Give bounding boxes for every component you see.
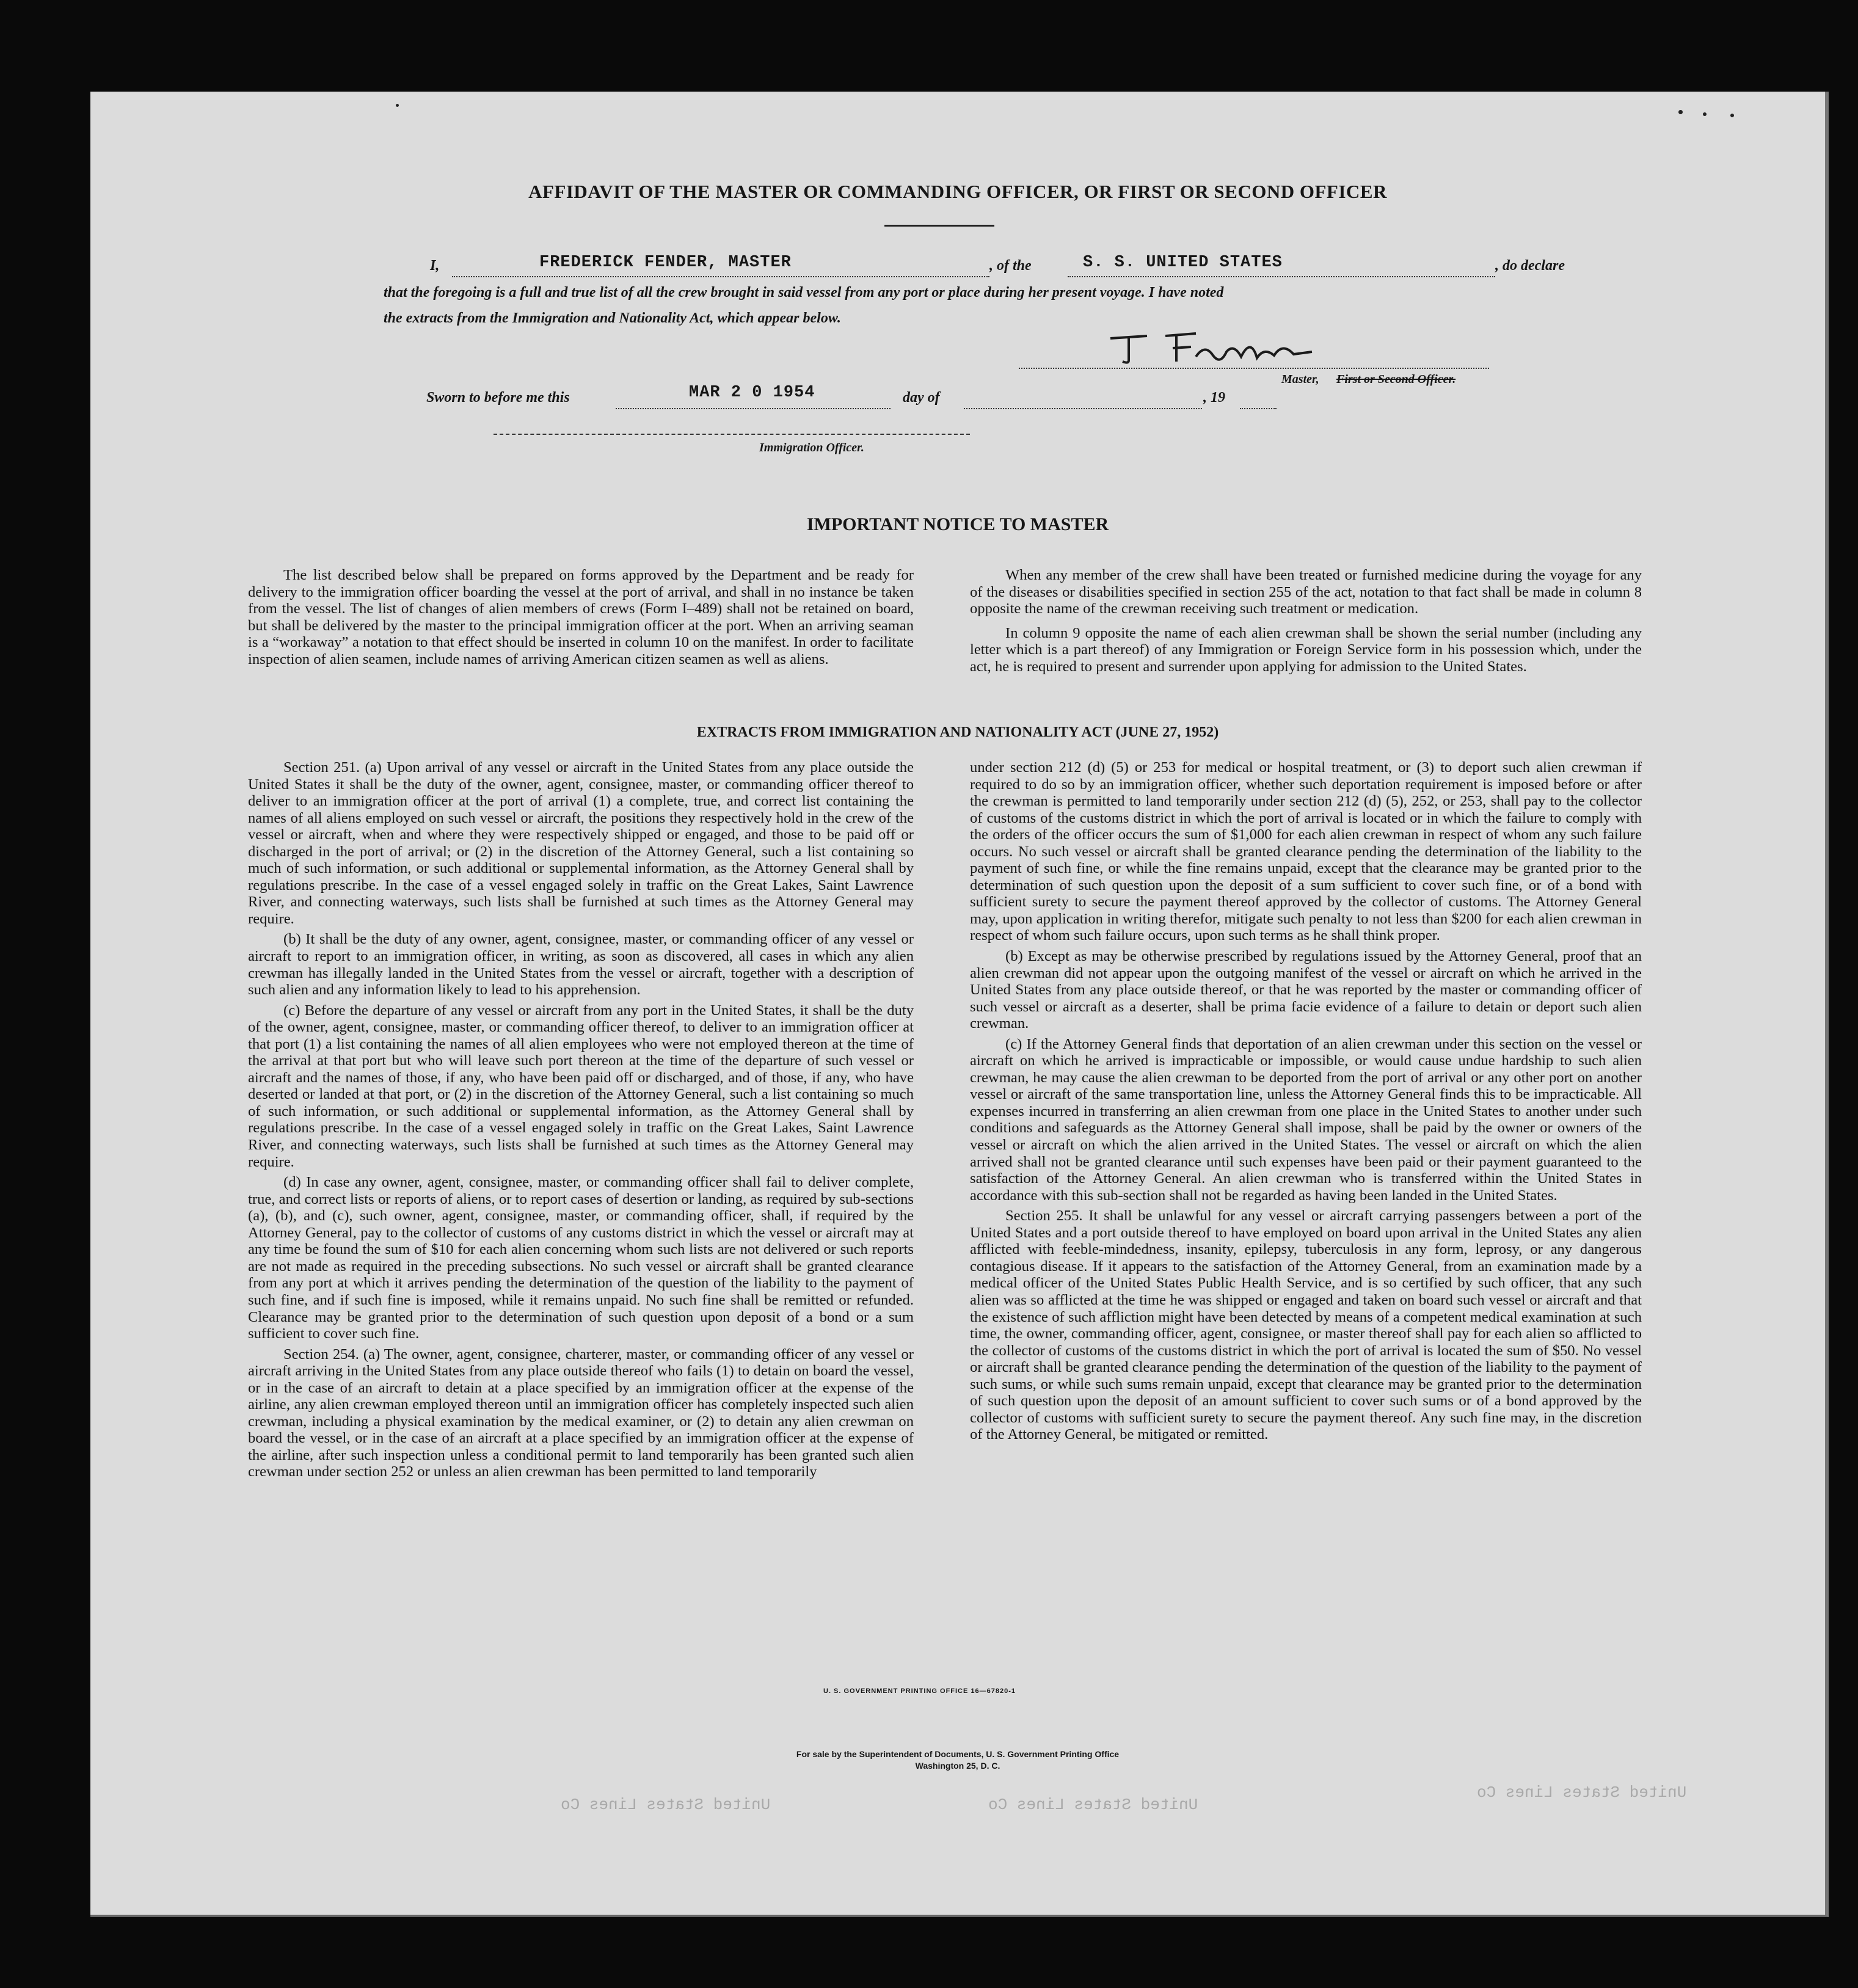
month-field <box>964 384 1202 409</box>
do-declare-label: , do declare <box>1495 258 1565 274</box>
extracts-left-column <box>248 759 914 1480</box>
sale-footer <box>90 1749 1825 1772</box>
extract-paragraph: under section 212 (d) (5) or 253 for medical or hospital treatment, or (3) to deport such alien crewman if required to do so by an immigration officer, whether such deportation requirement is imposed before or after the crewman is permitted to land temporarily under section 212 (d) (5), 252, or 253, shall pay to the collector of customs of the customs district in which the port of arrival is located or in which the failure to comply with the orders of the officer occurs the sum of $1,000 for each alien crewman in respect of whom any such failure occurs. No such vessel or aircraft shall be granted clearance pending the determination of the liability to the payment of such fine, or while the fine remains unpaid, except that the clearance may be granted prior to the determination of such question upon the deposit of a sum sufficient to cover such fine, or of a bond with sufficient surety to secure the payment thereof approved by the collector of customs. The Attorney General may, upon application in writing therefor, mitigate such penalty to not less than $200 for each alien crewman in respect of whom such failure occurs, upon such terms as he shall think proper. <box>970 759 1642 944</box>
affidavit-i: I, <box>430 258 440 274</box>
year-label: , 19 <box>1203 390 1225 406</box>
sworn-date-value: MAR 2 0 1954 <box>689 384 815 402</box>
affidavit-line-3: the extracts from the Immigration and Nationality Act, which appear below. <box>384 310 841 326</box>
document-page <box>90 92 1829 1917</box>
sale-footer-line-1: For sale by the Superintendent of Documents, U. S. Government Printing Office <box>796 1749 1120 1759</box>
ink-speck <box>1730 114 1734 117</box>
year-field <box>1240 384 1277 409</box>
extract-paragraph: Section 251. (a) Upon arrival of any vessel or aircraft in the United States from any place outside the United States it shall be the duty of the owner, agent, consignee, master, or commanding officer thereof to deliver to an immigration officer at the port of arrival (1) a complete, true, and correct list containing the names of all aliens employed on such vessel or aircraft, the positions they respectively hold in the crew of the vessel or aircraft, when and where they were respectively shipped or engaged, and those to be paid off or discharged in the port of arrival; or (2) in the discretion of the Attorney General, such a list containing so much of such information, or such additional or supplemental information, as the Attorney General shall by regulations prescribe. In the case of a vessel engaged solely in traffic on the Great Lakes, Saint Lawrence River, and connecting waterways, such lists shall be furnished at such times as the Attorney General may require. <box>248 759 914 927</box>
printer-imprint: U. S. GOVERNMENT PRINTING OFFICE 16—67820-1 <box>823 1688 1016 1695</box>
day-of-label: day of <box>903 390 940 406</box>
master-label: Master, <box>1281 373 1319 386</box>
notice-title: IMPORTANT NOTICE TO MASTER <box>806 514 1109 534</box>
ink-speck <box>396 104 399 107</box>
vessel-value: S. S. UNITED STATES <box>1083 253 1283 272</box>
bleed-through-stamp: United States Lines Co <box>561 1796 771 1814</box>
affidavit-line-2: that the foregoing is a full and true list of all the crew brought in said vessel from any port or place during her present voyage. I have noted <box>384 285 1224 300</box>
extracts-title: EXTRACTS FROM IMMIGRATION AND NATIONALITY ACT (JUNE 27, 1952) <box>696 724 1219 740</box>
bleed-through-stamp: United States Lines Co <box>1477 1783 1687 1802</box>
extract-paragraph: (d) In case any owner, agent, consignee, master, or commanding officer shall fail to deliver complete, true, and correct lists or reports of aliens, or to report cases of desertion or landing, as required by sub-sections (a), (b), and (c), such owner, agent, consignee, master, or commanding officer, shall, if required by the Attorney General, pay to the collector of customs of any customs district in which the vessel or aircraft may at any time be found the sum of $10 for each alien concerning whom such lists are not delivered or such reports are not made as required in the preceding subsections. No such vessel or aircraft shall be granted clearance from any port at which it arrives pending the determination of the question of the liability to the payment of such fine, and if such fine is imposed, while it remains unpaid. No such fine shall be remitted or refunded. Clearance may be granted prior to the determination of such question upon deposit of a bond or a sum sufficient to cover such fine. <box>248 1174 914 1342</box>
master-name-value: FREDERICK FENDER, MASTER <box>539 253 792 272</box>
extracts-right-column <box>970 759 1642 1443</box>
extract-paragraph: Section 255. It shall be unlawful for any vessel or aircraft carrying passengers between a port of the United States and a port outside thereof to have employed on board upon arrival in the United States any alien afflicted with feeble-mindedness, insanity, epilepsy, tuberculosis in any form, leprosy, or any dangerous contagious disease. If it appears to the satisfaction of the Attorney General, from an examination made by a medical officer of the United States Public Health Service, and is so certified by such officer, that any such alien was so afflicted at the time he was shipped or engaged and taken on board such vessel or aircraft and that the existence of such affliction might have been detected by means of a competent medical examination at such time, the owner, commanding officer, agent, consignee, or master thereof shall pay for each alien so afflicted to the collector of customs of the customs district in which the port of arrival is located the sum of $50. No vessel or aircraft shall be granted clearance pending the determination of the question of the liability to the payment of such sums, or while such sums remain unpaid, except that clearance may be granted prior to the determination of such question upon the deposit of an amount sufficient to cover such sums or of a bond approved by the collector of customs with sufficient surety to secure the payment thereof. Any such fine may, in the discretion of the Attorney General, be mitigated or remitted. <box>970 1207 1642 1443</box>
struck-officer-label: First or Second Officer. <box>1336 373 1456 386</box>
immigration-officer-line <box>494 409 970 435</box>
affidavit-title: AFFIDAVIT OF THE MASTER OR COMMANDING OFFICER, OR FIRST OR SECOND OFFICER <box>528 181 1387 202</box>
ink-speck <box>1703 112 1707 116</box>
bleed-through-stamp: United States Lines Co <box>988 1796 1198 1814</box>
extract-paragraph: Section 254. (a) The owner, agent, consignee, charterer, master, or commanding officer of any vessel or aircraft arriving in the United States from any place outside thereof who fails (1) to detain on board the vessel, or in the case of an aircraft to detain at a place specified by an immigration officer at the expense of the airline, any alien crewman employed thereon until an immigration officer has completely inspected such alien crewman, including a physical examination by the medical examiner, or (2) to detain any alien crewman on board the vessel, or in the case of an aircraft at a place specified by an immigration officer at the expense of the airline, after such inspection unless a conditional permit to land temporarily has been granted such alien crewman under section 252 or unless an alien crewman has been permitted to land temporarily <box>248 1345 914 1480</box>
sale-footer-line-2: Washington 25, D. C. <box>915 1761 1000 1771</box>
immigration-officer-label: Immigration Officer. <box>759 441 864 454</box>
title-rule <box>884 225 994 227</box>
signature-line <box>1019 343 1489 369</box>
extract-paragraph: (c) Before the departure of any vessel or aircraft from any port in the United States, it shall be the duty of the owner, agent, consignee, master, or commanding officer thereof, to deliver to an immigration officer at that port (1) a list containing the names of all alien employees who were not employed thereon at the time of the arrival at that port but who will leave such port thereon at the time of the departure of such vessel or aircraft and the names of those, if any, who have been paid off or discharged, and of those, if any, who have deserted or landed at that port, or (2) in the discretion of the Attorney General, such a list containing so much of such information, or such additional or supplemental information, as the Attorney General shall by regulations prescribe. In the case of a vessel engaged solely in traffic on the Great Lakes, Saint Lawrence River, and connecting waterways, such lists shall be furnished at such times as the Attorney General may require. <box>248 1002 914 1170</box>
notice-left-column <box>248 567 914 668</box>
of-the-label: , of the <box>989 258 1032 274</box>
extract-paragraph: (b) It shall be the duty of any owner, agent, consignee, master, or commanding officer of any vessel or aircraft to report to an immigration officer, in writing, as soon as discovered, all cases in which any alien crewman has illegally landed in the United States from the vessel or aircraft, together with a description of such alien and any information likely to lead to his apprehension. <box>248 931 914 999</box>
notice-right-column <box>970 567 1642 675</box>
sworn-label: Sworn to before me this <box>426 390 570 406</box>
extract-paragraph: (b) Except as may be otherwise prescribed by regulations issued by the Attorney General, proof that an alien crewman did not appear upon the outgoing manifest of the vessel or aircraft on which he arrived in the United States from any place outside thereof, or that he was reported by the master or commanding officer of such vessel or aircraft as a deserter, shall be prima facie evidence of a failure to detain or deport such alien crewman. <box>970 948 1642 1032</box>
extract-paragraph: (c) If the Attorney General finds that deportation of an alien crewman under this section on the vessel or aircraft on which he arrived is impracticable or impossible, or would cause undue hardship to such alien crewman, he may cause the alien crewman to be deported from the port of arrival or any other port on another vessel or aircraft of the same transportation line, unless the Attorney General finds this to be impracticable. All expenses incurred in transferring an alien crewman from one place in the United States to another under such conditions and safeguards as the Attorney General shall impose, shall be paid by the owner or owners of the vessel or aircraft on which the alien arrived in the United States. The vessel or aircraft on which the alien arrived shall not be granted clearance until such expenses have been paid or their payment guaranteed to the satisfaction of the Attorney General. An alien crewman who is transferred within the United States in accordance with this sub-section shall not be regarded as having been landed in the United States. <box>970 1035 1642 1204</box>
notice-paragraph: In column 9 opposite the name of each alien crewman shall be shown the serial number (including any letter which is a part thereof) of any Immigration or Foreign Service form in his possession which, under the act, he is required to present and surrender upon applying for admission to the United States. <box>970 624 1642 675</box>
notice-paragraph: The list described below shall be prepared on forms approved by the Department and be ready for delivery to the immigration officer boarding the vessel at the port of arrival, and shall in no instance be taken from the vessel. The list of changes of alien members of crews (Form I–489) shall not be retained on board, but shall be delivered by the master to the principal immigration officer at the port. When an arriving seaman is a “workaway” a notation to that effect should be inserted in column 10 on the manifest. In order to facilitate inspection of alien seamen, include names of arriving American citizen seamen as well as aliens. <box>248 567 914 668</box>
notice-paragraph: When any member of the crew shall have been treated or furnished medicine during the voyage for any of the diseases or disabilities specified in section 255 of the act, notation to that fact shall be made in column 8 opposite the name of the crewman receiving such treatment or medication. <box>970 567 1642 617</box>
ink-speck <box>1678 110 1683 114</box>
